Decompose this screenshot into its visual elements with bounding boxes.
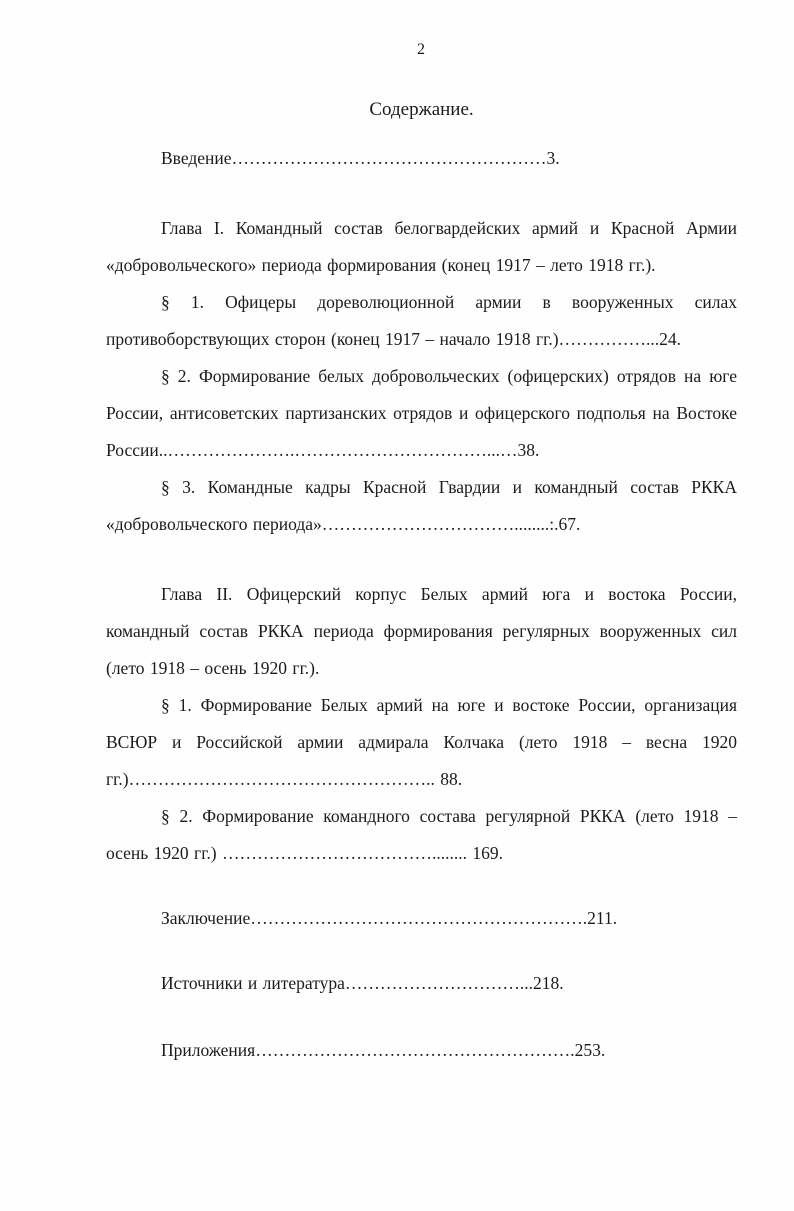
toc-entry-conclusion: Заключение………………………………………………….211. — [161, 908, 618, 928]
toc-entry-appendices: Приложения……………………………………………….253. — [161, 1040, 606, 1060]
toc-entry-ch1-par-1: § 1. Офицеры дореволюционной армии в вооруженных силах противоборствующих сторон (конец 1917 – начало 1918 гг.)……………...24. — [106, 292, 737, 349]
page-number: 2 — [417, 41, 426, 58]
toc-entry-ch2-par-1: § 1. Формирование Белых армий на юге и востоке России, организация ВСЮР и Российской армии адмирала Колчака (лето 1918 – весна 1920 гг.)…………………………………………….. 88. — [106, 695, 737, 789]
page-title: Содержание. — [369, 99, 474, 120]
toc-entry-sources: Источники и литература…………………………...218. — [161, 973, 564, 993]
toc-entry-ch2-par-2: § 2. Формирование командного состава регулярной РККА (лето 1918 – осень 1920 гг.) ………………………………........ 169. — [106, 806, 737, 863]
toc-entry-chapter-1: Глава I. Командный состав белогвардейских армий и Красной Армии «добровольческого» периода формирования (конец 1917 – лето 1918 гг.). — [106, 218, 737, 275]
toc-entry-ch1-par-2: § 2. Формирование белых добровольческих (офицерских) отрядов на юге России, антисоветских партизанских отрядов и офицерского подполья на Востоке России..………………….……………………………...…38. — [106, 366, 737, 460]
toc-entry-chapter-2: Глава II. Офицерский корпус Белых армий юга и востока России, командный состав РККА периода формирования регулярных вооруженных сил (лето 1918 – осень 1920 гг.). — [106, 584, 737, 678]
toc-entry-introduction: Введение………………………………………………3. — [161, 148, 560, 168]
toc-entry-ch1-par-3: § 3. Командные кадры Красной Гвардии и командный состав РККА «добровольческого периода»……………………………........:.67. — [106, 477, 737, 534]
